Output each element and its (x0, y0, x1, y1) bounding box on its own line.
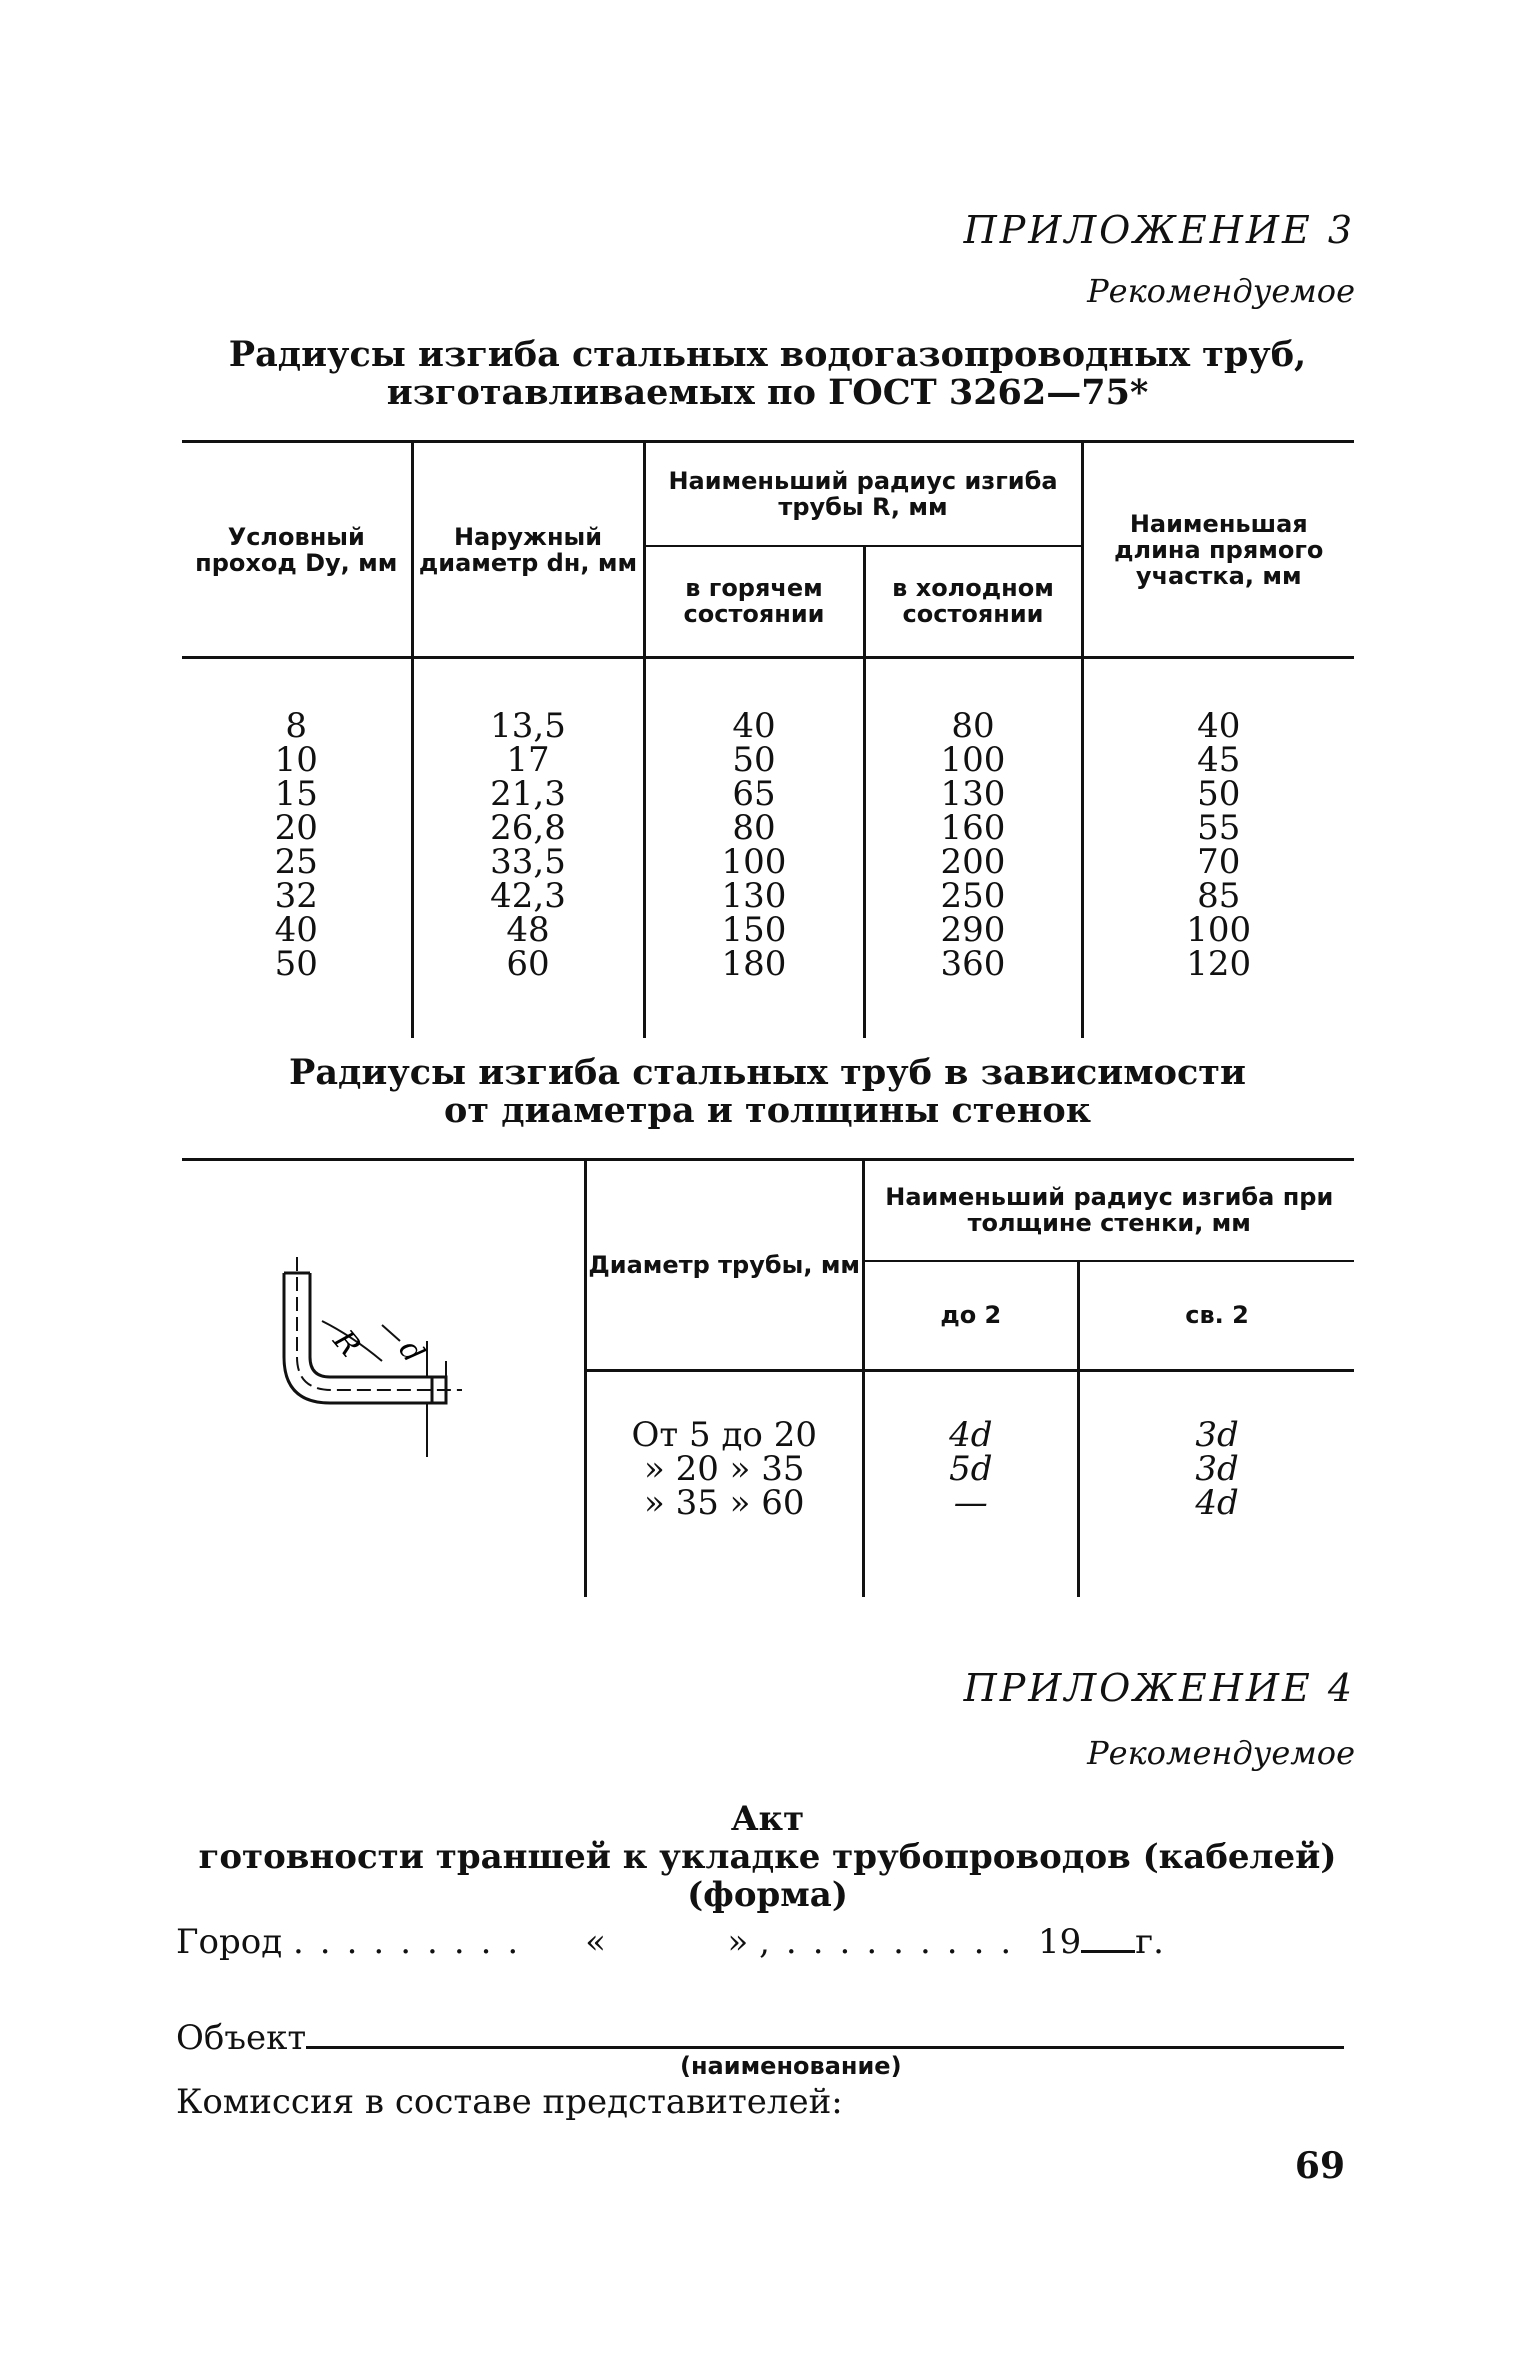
cell-cold-radius: 250 (940, 876, 1006, 916)
cell-radius-upto-2: 5d (949, 1448, 993, 1489)
col-straight-length (1082, 658, 1354, 1038)
table2-title-line1: Радиусы изгиба стальных труб в зависимости (289, 1052, 1246, 1093)
city-label: Город (176, 1922, 283, 1962)
act-subtitle: готовности траншей к укладке трубопроводов (кабелей) (198, 1837, 1337, 1877)
object-blank[interactable] (306, 2045, 1344, 2049)
table1-title-line1: Радиусы изгиба стальных водогазопроводных труб, (228, 334, 1307, 375)
cell-straight-length: 55 (1197, 808, 1241, 848)
header-outer-diameter: Наружный диаметр dн, мм (412, 442, 644, 658)
cell-straight-length: 120 (1186, 944, 1252, 984)
year-blank[interactable] (1081, 1950, 1135, 1953)
cell-outer-diameter: 33,5 (490, 842, 566, 882)
table2-title-line2: от диаметра и толщины стенок (444, 1090, 1091, 1131)
cell-radius-over-2: 3d (1195, 1414, 1239, 1455)
header-cold-state: в холодном состоянии (864, 546, 1082, 658)
cell-cold-radius: 200 (940, 842, 1006, 882)
col-radius-upto-2 (863, 1370, 1079, 1597)
cell-outer-diameter: 21,3 (490, 774, 566, 814)
cell-straight-length: 45 (1197, 740, 1241, 780)
cell-hot-radius: 80 (732, 808, 776, 848)
cell-cold-radius: 290 (940, 910, 1006, 950)
cell-radius-upto-2: — (953, 1482, 988, 1523)
pipe-bend-diagram-cell (182, 1160, 586, 1598)
cell-cold-radius: 360 (940, 944, 1006, 984)
cell-outer-diameter: 60 (506, 944, 550, 984)
cell-hot-radius: 100 (721, 842, 787, 882)
appendix-4-label: ПРИЛОЖЕНИЕ 4 (963, 1666, 1355, 1710)
city-date-line (176, 1922, 1356, 1962)
cell-hot-radius: 180 (721, 944, 787, 984)
cell-nominal-bore: 8 (285, 706, 308, 746)
header-nominal-bore: Условный проход Dу, мм (182, 442, 412, 658)
appendix-3-status: Рекомендуемое (1087, 272, 1355, 310)
act-form-note: (форма) (687, 1875, 848, 1915)
bend-radius-table (182, 440, 1354, 1038)
col-diameter-range (586, 1370, 864, 1597)
pipe-centerline (297, 1257, 462, 1390)
act-title: Акт (730, 1799, 805, 1839)
cell-hot-radius: 150 (721, 910, 787, 950)
page-number: 69 (1294, 2145, 1345, 2187)
cell-straight-length: 100 (1186, 910, 1252, 950)
object-caption: (наименование) (680, 2052, 902, 2080)
object-label: Объект (176, 2018, 307, 2058)
cell-radius-over-2: 3d (1195, 1448, 1239, 1489)
header-pipe-diameter: Диаметр трубы, мм (586, 1160, 864, 1371)
cell-straight-length: 40 (1197, 706, 1241, 746)
appendix-4-status: Рекомендуемое (1087, 1734, 1355, 1772)
cell-nominal-bore: 10 (274, 740, 318, 780)
cell-outer-diameter: 26,8 (490, 808, 566, 848)
wall-thickness-table (182, 1158, 1354, 1597)
cell-cold-radius: 80 (951, 706, 995, 746)
act-heading (0, 1800, 1535, 1914)
cell-nominal-bore: 20 (274, 808, 318, 848)
date-quote-open: « (585, 1922, 606, 1962)
cell-radius-over-2: 4d (1195, 1482, 1239, 1523)
table2-title (0, 1054, 1535, 1130)
cell-radius-upto-2: 4d (949, 1414, 993, 1455)
header-hot-state: в горячем состоянии (644, 546, 864, 658)
month-dots[interactable]: ,......... (759, 1922, 1028, 1962)
cell-diameter-range: От 5 до 20 (631, 1414, 817, 1455)
city-dots[interactable]: ......... (292, 1922, 535, 1962)
cell-straight-length: 70 (1197, 842, 1241, 882)
header-min-radius-thickness: Наименьший радиус изгиба при толщине стенки, мм (863, 1160, 1354, 1261)
pipe-bend-diagram (182, 1161, 584, 1593)
cell-nominal-bore: 15 (274, 774, 318, 814)
table1-title (0, 336, 1535, 412)
header-min-straight-length: Наименьшая длина прямого участка, мм (1082, 442, 1354, 658)
col-nominal-bore (182, 658, 412, 1038)
cell-outer-diameter: 48 (506, 910, 550, 950)
col-outer-diameter (412, 658, 644, 1038)
col-radius-over-2 (1079, 1370, 1354, 1597)
cell-outer-diameter: 42,3 (490, 876, 566, 916)
col-hot-radius (644, 658, 864, 1038)
cell-hot-radius: 130 (721, 876, 787, 916)
cell-straight-length: 85 (1197, 876, 1241, 916)
radius-label: R (325, 1323, 368, 1364)
cell-cold-radius: 100 (940, 740, 1006, 780)
table1-title-line2: изготавливаемых по ГОСТ 3262—75* (386, 372, 1149, 413)
header-min-radius: Наименьший радиус изгиба трубы R, мм (644, 442, 1082, 546)
cell-nominal-bore: 25 (274, 842, 318, 882)
year-suffix: г. (1135, 1922, 1164, 1962)
cell-cold-radius: 160 (940, 808, 1006, 848)
header-wall-over-2: св. 2 (1079, 1261, 1354, 1370)
cell-hot-radius: 50 (732, 740, 776, 780)
date-quote-close: » (727, 1922, 749, 1962)
cell-hot-radius: 65 (732, 774, 776, 814)
col-cold-radius (864, 658, 1082, 1038)
cell-diameter-range: » 20 » 35 (643, 1448, 805, 1489)
cell-cold-radius: 130 (940, 774, 1006, 814)
cell-hot-radius: 40 (732, 706, 776, 746)
header-wall-upto-2: до 2 (863, 1261, 1079, 1370)
cell-nominal-bore: 32 (274, 876, 318, 916)
diameter-label: d (391, 1333, 432, 1370)
year-prefix: 19 (1038, 1922, 1082, 1962)
cell-outer-diameter: 17 (506, 740, 550, 780)
cell-nominal-bore: 50 (274, 944, 318, 984)
cell-nominal-bore: 40 (274, 910, 318, 950)
cell-outer-diameter: 13,5 (490, 706, 566, 746)
cell-diameter-range: » 35 » 60 (643, 1482, 805, 1523)
appendix-3-label: ПРИЛОЖЕНИЕ 3 (963, 208, 1355, 252)
commission-line: Комиссия в составе представителей: (176, 2082, 843, 2122)
cell-straight-length: 50 (1197, 774, 1241, 814)
